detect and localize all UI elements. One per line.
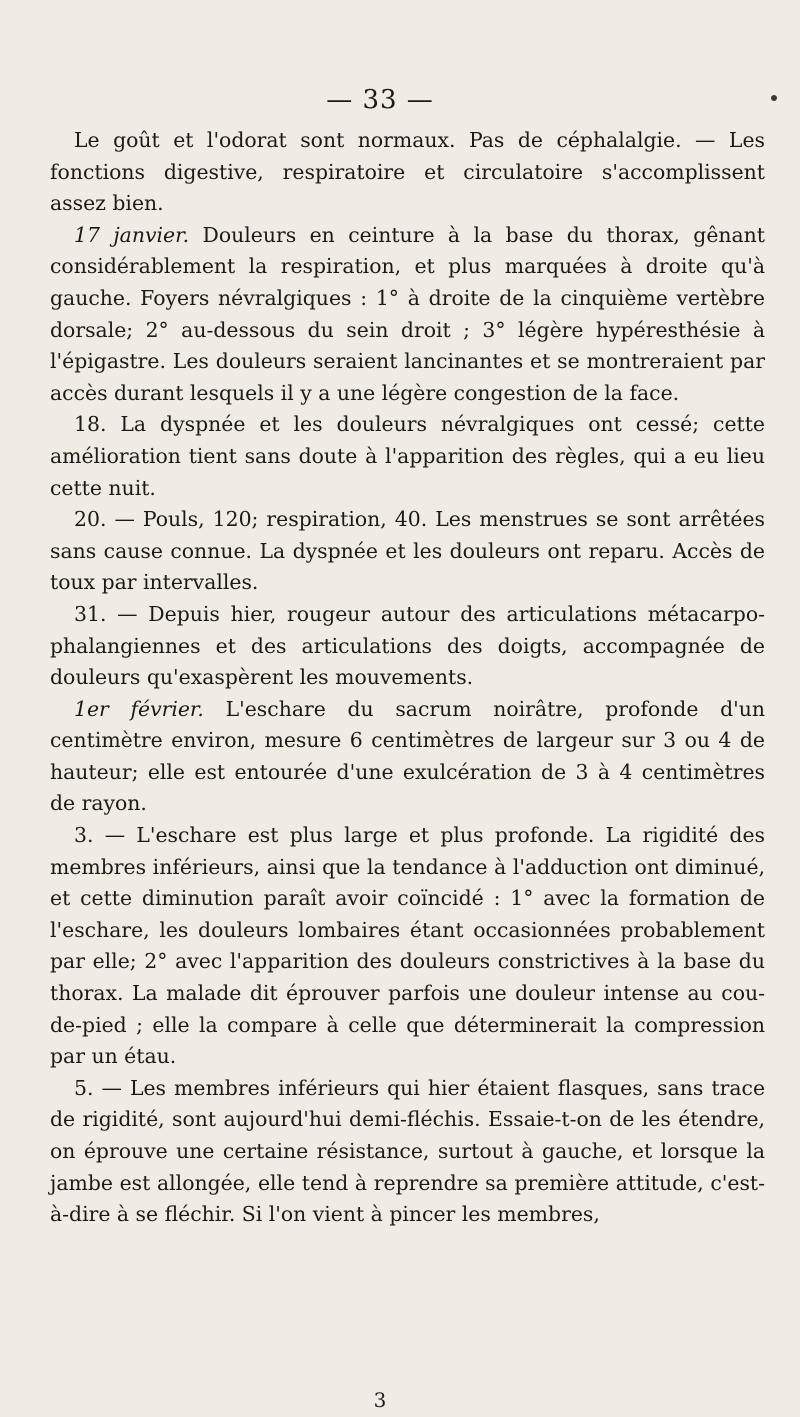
paragraph-1er-fevrier: [50, 694, 765, 820]
paragraph-text: — L'eschare est plus large et plus profonde. La rigidité des membres inférieurs, ainsi que la tendance à l'adduction ont diminué, et cette diminution paraît avoir coïncidé : 1° avec la formation de l'eschare, les douleurs lombaires étant occasionnées probablement par elle; 2° avec l'apparition des douleurs constrictives à la base du thorax. La malade dit éprouver parfois une douleur intense au cou-de-pied ; elle la compare à celle que déterminerait la compression par un étau.: [50, 823, 766, 1069]
paragraph-lead: 3.: [74, 823, 94, 848]
paragraph-17-janvier: [50, 220, 765, 410]
paragraph-text: — Pouls, 120; respiration, 40. Les menstrues se sont arrêtées sans cause connue. La dyspnée et les douleurs ont reparu. Accès de toux par intervalles.: [50, 507, 766, 595]
paragraph-lead: 31.: [74, 601, 107, 626]
paragraph-lead: 18.: [74, 412, 107, 437]
paragraph-lead: 5.: [74, 1075, 94, 1100]
paragraph-lead: 20.: [74, 507, 107, 532]
paragraph-20: [50, 504, 765, 599]
signature-mark: 3: [373, 1388, 387, 1412]
paragraph-intro: [50, 125, 765, 220]
paragraph-text: La dyspnée et les douleurs névralgiques ont cessé; cette amélioration tient sans doute à l'apparition des règles, qui a eu lieu cette nuit.: [50, 412, 766, 500]
paragraph-18: [50, 409, 765, 504]
paragraph-3: [50, 820, 765, 1073]
paragraph-text: Douleurs en ceinture à la base du thorax, gênant considérablement la respiration, et plus marquées à droite qu'à gauche. Foyers névralgiques : 1° à droite de la cinquième vertèbre dorsale; 2° au-dessous du sein droit ; 3° légère hypéresthésie à l'épigastre. Les douleurs seraient lancinantes et se montreraient par accès durant lesquels il y a une légère congestion de la face.: [50, 222, 765, 405]
margin-mark: [771, 95, 777, 101]
paragraph-lead: 1er février.: [74, 696, 204, 721]
paragraph-text: Le goût et l'odorat sont normaux. Pas de céphalalgie. — Les fonctions digestive, respiratoire et circulatoire s'accomplissent assez bien.: [50, 128, 765, 216]
page-number: — 33 —: [326, 85, 434, 115]
paragraph-text: — Depuis hier, rougeur autour des articulations métacarpo-phalangiennes et des articulations des doigts, accompagnée de douleurs qu'exaspèrent les mouvements.: [50, 601, 766, 690]
paragraph-lead: 17 janvier.: [74, 222, 190, 247]
page-body: [50, 125, 765, 1231]
paragraph-text: L'eschare du sacrum noirâtre, profonde d'un centimètre environ, mesure 6 centimètres de largeur sur 3 ou 4 de hauteur; elle est entourée d'une exulcération de 3 à 4 centimètres de rayon.: [50, 696, 765, 816]
paragraph-5: [50, 1073, 765, 1231]
paragraph-text: — Les membres inférieurs qui hier étaient flasques, sans trace de rigidité, sont aujourd'hui demi-fléchis. Essaie-t-on de les étendre, on éprouve une certaine résistance, surtout à gauche, et lorsque la jambe est allongée, elle tend à reprendre sa première attitude, c'est-à-dire à se fléchir. Si l'on vient à pincer les membres,: [50, 1075, 766, 1227]
paragraph-31: [50, 599, 765, 694]
